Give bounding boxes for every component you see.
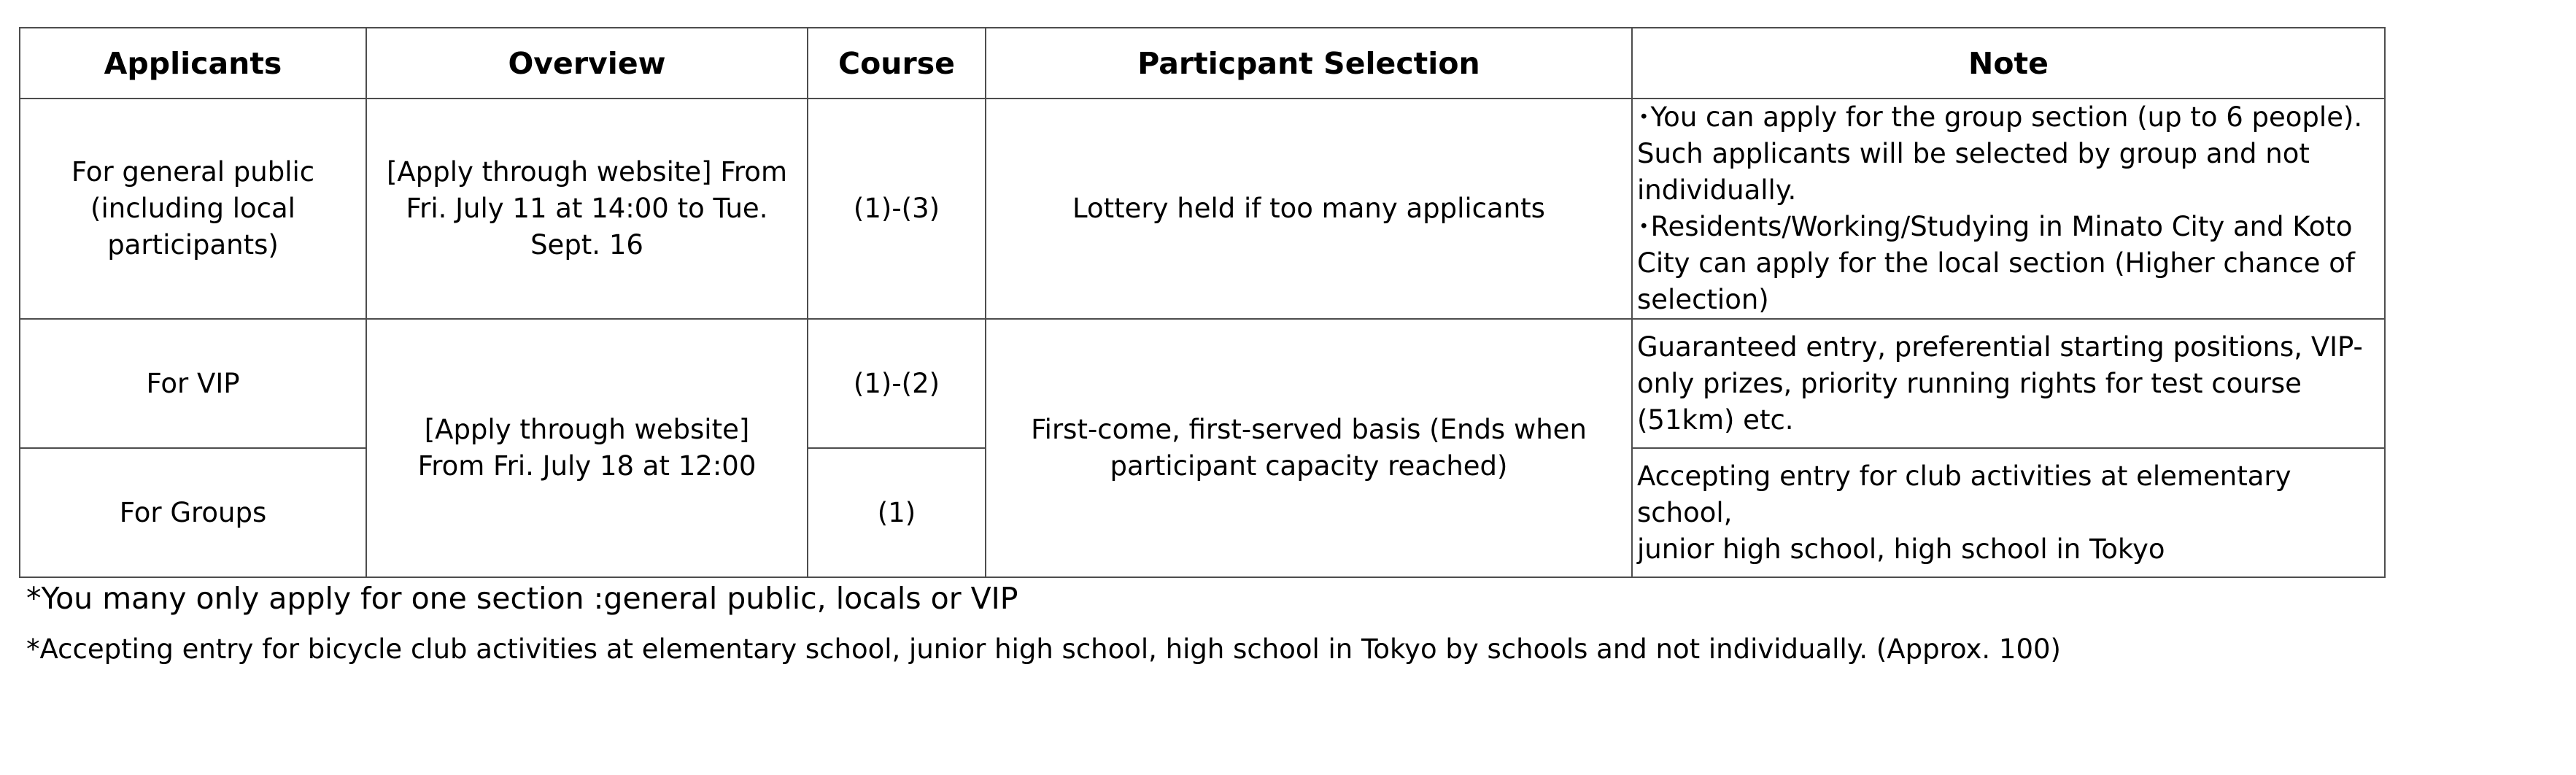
note-groups-text: Accepting entry for club activities at elementary school, junior high school, high school in Tokyo: [1637, 460, 2291, 565]
table-row-general: [20, 99, 2385, 319]
header-row: [20, 28, 2385, 99]
header-course: Course: [808, 28, 986, 99]
cell-applicants-general: [20, 99, 366, 319]
cell-note-groups: [1632, 448, 2385, 577]
header-overview: Overview: [366, 28, 808, 99]
selection-vip-groups-text: First-come, first-served basis (Ends when participant capacity reached): [1031, 414, 1587, 482]
applicants-general-text: For general public (including local participants): [71, 156, 315, 261]
cell-note-vip: [1632, 319, 2385, 448]
cell-selection-vip-groups: [986, 319, 1632, 577]
entry-table: [19, 27, 2386, 578]
cell-selection-general: Lottery held if too many applicants: [986, 99, 1632, 319]
header-participant-selection: Particpant Selection: [986, 28, 1632, 99]
footnote-one-section: *You many only apply for one section :general public, locals or VIP: [26, 581, 1018, 616]
cell-course-general: (1)-(3): [808, 99, 986, 319]
cell-course-vip: (1)-(2): [808, 319, 986, 448]
overview-general-text: [Apply through website] From Fri. July 11 at 14:00 to Tue. Sept. 16: [386, 156, 787, 261]
note-vip-text: Guaranteed entry, preferential starting positions, VIP- only prizes, priority running rights for test course (51km) etc.: [1637, 331, 2363, 436]
footnote-club-entry: *Accepting entry for bicycle club activities at elementary school, junior high school, high school in Tokyo by schools and not individually. (Approx. 100): [26, 633, 2061, 665]
table-row-vip: [20, 319, 2385, 448]
cell-course-groups: (1): [808, 448, 986, 577]
header-applicants: Applicants: [20, 28, 366, 99]
overview-vip-groups-text: [Apply through website] From Fri. July 18 at 12:00: [417, 414, 757, 482]
header-note: Note: [1632, 28, 2385, 99]
cell-applicants-groups: For Groups: [20, 448, 366, 577]
note-general-text: ･You can apply for the group section (up to 6 people). Such applicants will be selected by group and not individually. ･Residents/Working/Studying in Minato City and Koto City can apply for the local section (Higher chance of selection): [1637, 101, 2363, 315]
cell-overview-vip-groups: [366, 319, 808, 577]
cell-overview-general: [366, 99, 808, 319]
cell-note-general: [1632, 99, 2385, 319]
cell-applicants-vip: For VIP: [20, 319, 366, 448]
